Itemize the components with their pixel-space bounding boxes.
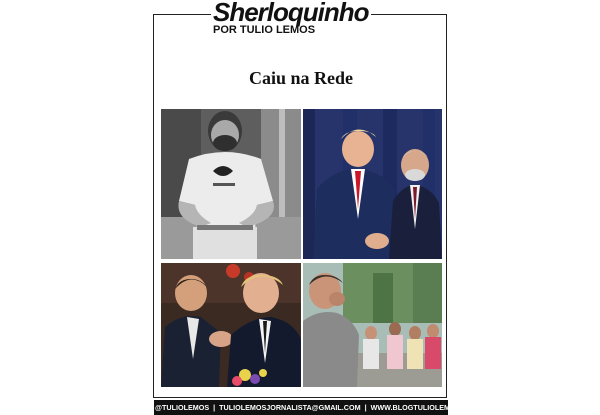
footer-social: @TULIOLEMOS xyxy=(155,403,210,412)
photo-man-crying-crowd xyxy=(303,263,442,387)
photo-two-men-suits xyxy=(303,109,442,259)
photo-man-white-tshirt xyxy=(161,109,301,259)
column-card xyxy=(153,0,492,412)
footer-site: WWW.BLOGTULIOLEMOS.COM.BR xyxy=(370,403,492,412)
byline: POR TULIO LEMOS xyxy=(213,24,316,36)
footer-separator: | xyxy=(364,403,367,412)
brand-title: Sherloquinho xyxy=(213,0,369,27)
footer-email: TULIOLEMOSJORNALISTA@GMAIL.COM xyxy=(219,403,361,412)
footer-separator: | xyxy=(213,403,216,412)
photo-two-men-dinner xyxy=(161,263,301,387)
footer-bar xyxy=(154,400,492,415)
headline: Caiu na Rede xyxy=(248,68,353,88)
column-frame xyxy=(153,14,492,412)
